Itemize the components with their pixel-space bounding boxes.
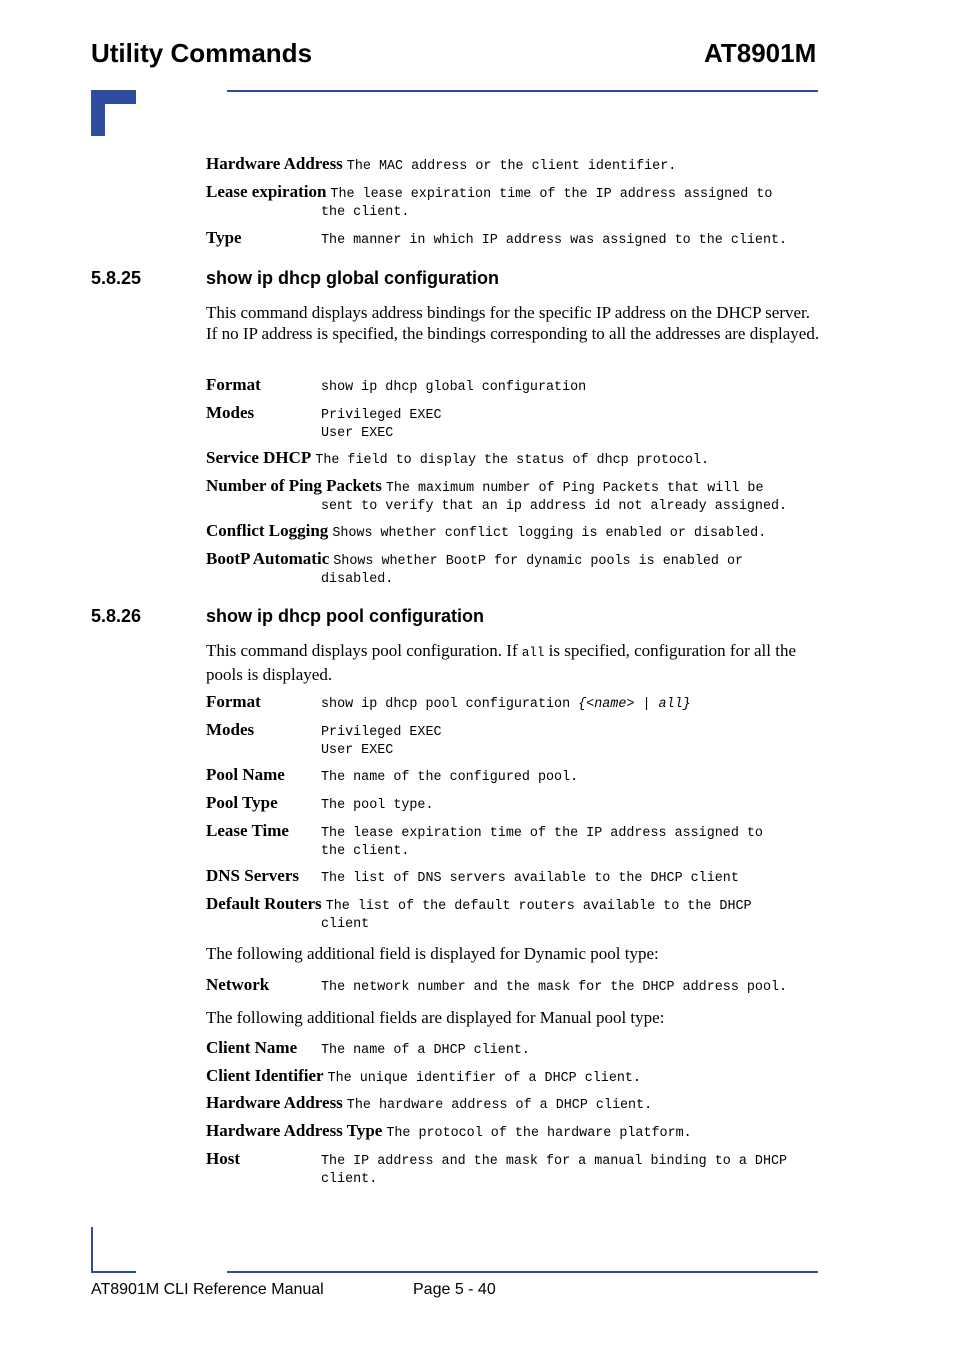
field-client-name	[206, 1039, 821, 1060]
field-desc-cont: sent to verify that an ip address id not already assigned.	[321, 499, 788, 514]
field-desc: The pool type.	[321, 798, 434, 813]
manual-pool-note: The following additional fields are displayed for Manual pool type:	[206, 1008, 665, 1027]
corner-bracket-bottom-horizontal	[91, 1271, 136, 1273]
format-label: Format	[206, 692, 261, 711]
field-desc: Shows whether BootP for dynamic pools is enabled or	[333, 554, 744, 569]
section-title: show ip dhcp global configuration	[206, 268, 499, 288]
section-intro	[206, 640, 821, 685]
field-term: Pool Name	[206, 765, 285, 784]
field-desc-cont: client.	[321, 1172, 378, 1187]
field-term: Client Identifier	[206, 1066, 324, 1085]
section-heading-5-8-25	[91, 267, 499, 289]
header-title: Utility Commands	[91, 38, 313, 68]
header-product: AT8901M	[704, 38, 817, 68]
field-host	[206, 1150, 821, 1189]
footer-manual-title: AT8901M CLI Reference Manual	[91, 1281, 324, 1298]
footer-rule	[227, 1271, 818, 1273]
format-row	[206, 376, 821, 397]
field-term: Network	[206, 975, 270, 994]
field-desc: The list of the default routers available to the DHCP	[325, 899, 752, 914]
field-type	[206, 229, 821, 250]
section-number: 5.8.25	[91, 268, 142, 288]
field-desc: The IP address and the mask for a manual binding to a DHCP	[321, 1154, 788, 1169]
field-term: Pool Type	[206, 793, 278, 812]
field-hardware-address	[206, 155, 821, 176]
field-term: Client Name	[206, 1038, 298, 1057]
field-dns-servers	[206, 867, 821, 888]
format-value: show ip dhcp global configuration	[321, 380, 587, 395]
intro-text: This command displays pool configuration. If	[206, 641, 522, 660]
field-desc: Shows whether conflict logging is enabled or disabled.	[332, 526, 767, 541]
field-pool-type	[206, 794, 821, 815]
corner-bracket-bottom-vertical	[91, 1227, 93, 1273]
format-label: Format	[206, 375, 261, 394]
section-heading-5-8-26	[91, 605, 484, 627]
field-desc: The maximum number of Ping Packets that will be	[385, 481, 764, 496]
field-term: Host	[206, 1149, 240, 1168]
field-network	[206, 976, 821, 997]
field-term: Default Routers	[206, 894, 322, 913]
field-term: BootP Automatic	[206, 549, 330, 568]
field-term: Hardware Address	[206, 154, 343, 173]
field-desc-cont: disabled.	[321, 572, 394, 587]
field-desc: The hardware address of a DHCP client.	[346, 1098, 653, 1113]
format-row	[206, 693, 821, 714]
field-term: Hardware Address Type	[206, 1121, 383, 1140]
modes-row	[206, 721, 821, 760]
field-term: Lease expiration	[206, 182, 327, 201]
field-term: DNS Servers	[206, 866, 300, 885]
field-desc: The manner in which IP address was assigned to the client.	[321, 233, 788, 248]
field-desc: The field to display the status of dhcp protocol.	[315, 453, 710, 468]
intro-code: all	[521, 646, 545, 660]
field-term: Type	[206, 228, 242, 247]
corner-bracket-top-horizontal	[91, 90, 136, 104]
field-bootp-automatic	[206, 550, 821, 589]
section-number: 5.8.26	[91, 606, 142, 626]
modes-label: Modes	[206, 720, 255, 739]
field-lease-time	[206, 822, 821, 861]
field-desc: The name of the configured pool.	[321, 770, 579, 785]
field-term: Conflict Logging	[206, 521, 329, 540]
field-desc: The name of a DHCP client.	[321, 1043, 530, 1058]
section-title: show ip dhcp pool configuration	[206, 606, 484, 626]
field-desc: The MAC address or the client identifier.	[346, 159, 677, 174]
section-intro: This command displays address bindings for the specific IP address on the DHCP server. If no IP address is specified, the bindings corresponding to all the addresses are displayed.	[206, 303, 820, 343]
field-term: Number of Ping Packets	[206, 476, 382, 495]
mode-item: User EXEC	[321, 426, 394, 441]
format-args: {<name> | all}	[578, 697, 691, 712]
field-number-of-ping-packets	[206, 477, 821, 516]
field-desc: The network number and the mask for the DHCP address pool.	[321, 980, 788, 995]
field-default-routers	[206, 895, 821, 934]
mode-item: User EXEC	[321, 743, 394, 758]
footer-page-number: Page 5 - 40	[413, 1281, 496, 1298]
mode-item: Privileged EXEC	[321, 725, 442, 740]
field-term: Lease Time	[206, 821, 289, 840]
field-hardware-address-manual	[206, 1094, 821, 1115]
mode-item: Privileged EXEC	[321, 408, 442, 423]
field-desc: The list of DNS servers available to the DHCP client	[321, 871, 739, 886]
field-desc: The lease expiration time of the IP address assigned to	[321, 826, 763, 841]
dynamic-pool-note: The following additional field is displayed for Dynamic pool type:	[206, 944, 659, 963]
field-lease-expiration	[206, 183, 821, 222]
field-service-dhcp	[206, 449, 821, 470]
field-desc: The lease expiration time of the IP address assigned to	[330, 187, 773, 202]
intro-text: is specified, configuration for all the pools is displayed.	[206, 641, 797, 684]
field-desc-cont: the client.	[321, 844, 410, 859]
field-client-identifier	[206, 1067, 821, 1088]
field-term: Hardware Address	[206, 1093, 343, 1112]
modes-label: Modes	[206, 403, 255, 422]
format-command: show ip dhcp pool configuration	[321, 697, 579, 712]
modes-row	[206, 404, 821, 443]
field-desc: The protocol of the hardware platform.	[386, 1126, 692, 1141]
header-rule	[227, 90, 818, 92]
field-pool-name	[206, 766, 821, 787]
field-conflict-logging	[206, 522, 821, 543]
field-hardware-address-type	[206, 1122, 821, 1143]
field-desc: The unique identifier of a DHCP client.	[327, 1071, 641, 1086]
field-term: Service DHCP	[206, 448, 312, 467]
field-desc-cont: client	[321, 917, 370, 932]
field-desc-cont: the client.	[321, 205, 410, 220]
